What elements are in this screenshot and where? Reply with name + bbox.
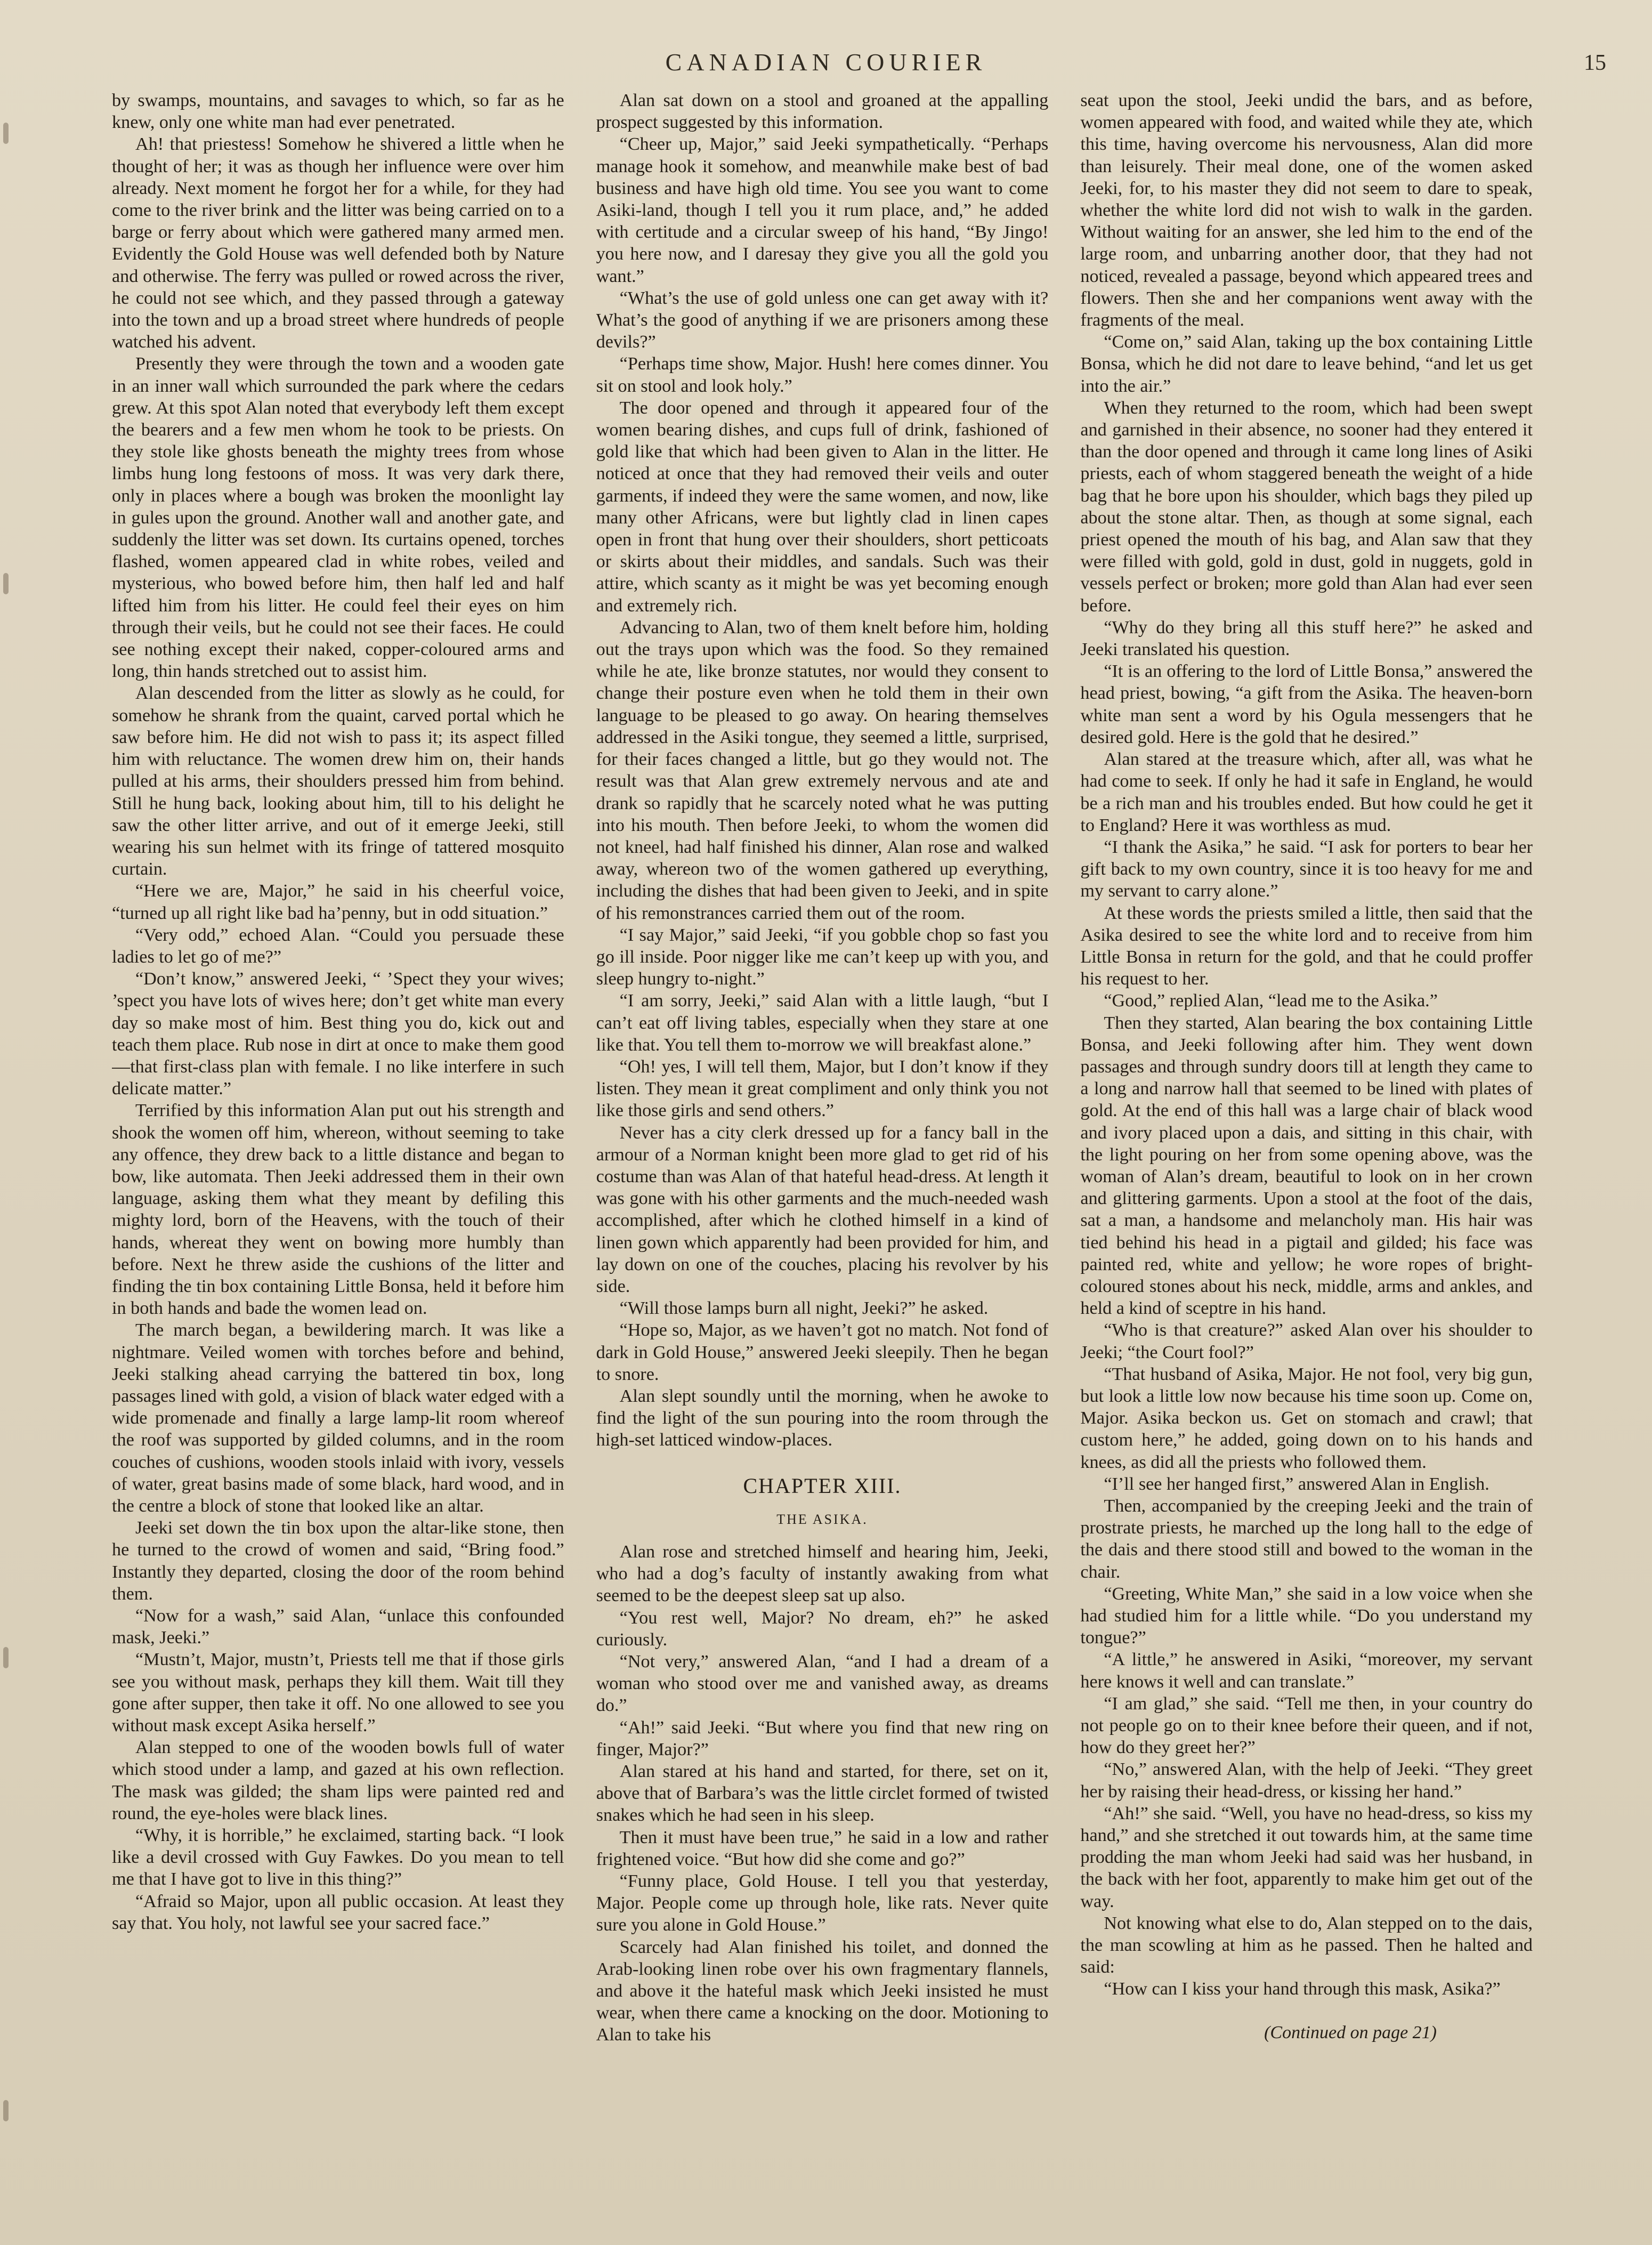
body-paragraph: Alan slept soundly until the morning, when he awoke to find the light of the sun pouring into the room through the high-set latticed window-places.: [596, 1386, 1049, 1450]
body-paragraph: Alan sat down on a stool and groaned at the appalling prospect suggested by this information.: [596, 91, 1049, 133]
page-edge-mark: [3, 573, 9, 594]
body-paragraph: “Don’t know,” answered Jeeki, “ ’Spect they your wives; ’spect you have lots of wives here; don’t get white man every day so make most of him. Best thing you do, kick out and teach them place. Rub nose in dirt at once to make them good—that first-class plan with female. I no like interfere in such delicate matter.”: [112, 969, 564, 1099]
body-paragraph: “Greeting, White Man,” she said in a low voice when she had studied him for a little while. “Do you understand my tongue?”: [1080, 1584, 1533, 1648]
body-paragraph: “You rest well, Major? No dream, eh?” he asked curiously.: [596, 1608, 1049, 1650]
body-paragraph: At these words the priests smiled a little, then said that the Asika desired to see the white lord and to receive from him Little Bonsa in return for the gold, and that he could proffer his request to her.: [1080, 903, 1533, 989]
page-edge-mark: [3, 2100, 9, 2121]
continued-notice: (Continued on page 21): [1264, 2022, 1437, 2042]
body-paragraph: “Ah!” she said. “Well, you have no head-dress, so kiss my hand,” and she stretched it out towards him, at the same time prodding the man whom Jeeki had said was her husband, in the back with her foot, apparently to make him get out of the way.: [1080, 1803, 1533, 1911]
body-paragraph: “Afraid so Major, upon all public occasion. At least they say that. You holy, not lawful see your sacred face.”: [112, 1891, 564, 1933]
body-paragraph: Then they started, Alan bearing the box containing Little Bonsa, and Jeeki following after him. They went down passages and through sundry doors till at length they came to a long and narrow hall that seemed to be lined with plates of gold. At the end of this hall was a large chair of black wood and ivory placed upon a dais, and sitting in this chair, with the light pouring on her from some opening above, was the woman of Alan’s dream, beautiful to look on in her crown and glittering garments. Upon a stool at the foot of the dais, sat a man, a handsome and melancholy man. His hair was tied behind his head in a pigtail and gilded; his face was painted red, white and yellow; he wore ropes of bright-coloured stones about his neck, middle, arms and ankles, and held a kind of sceptre in his hand.: [1080, 1013, 1533, 1319]
body-paragraph: Jeeki set down the tin box upon the altar-like stone, then he turned to the crowd of women and said, “Bring food.” Instantly they departed, closing the door of the room behind them.: [112, 1518, 564, 1604]
page-number: 15: [1584, 51, 1606, 75]
body-paragraph: “I thank the Asika,” he said. “I ask for porters to bear her gift back to my own country, since it is too heavy for me and my servant to carry alone.”: [1080, 837, 1533, 901]
body-paragraph: Advancing to Alan, two of them knelt before him, holding out the trays upon which was the food. So they remained while he ate, like bronze statutes, nor would they consent to change their posture even when he told them in their own language to be pleased to go away. On hearing themselves addressed in the Asiki tongue, they seemed a little, surprised, for their faces changed a little, but go they would not. The result was that Alan grew extremely nervous and ate and drank so rapidly that he scarcely noted what he was putting into his mouth. Then before Jeeki, to whom the women did not kneel, had half finished his dinner, Alan rose and walked away, whereon two of the women gathered up everything, including the dishes that had been given to Jeeki, and in spite of his remonstrances carried them out of the room.: [596, 617, 1049, 923]
body-paragraph: Ah! that priestess! Somehow he shivered a little when he thought of her; it was as though her influence were over him already. Next moment he forgot her for a while, for they had come to the river brink and the litter was being carried on to a barge or ferry about which were gathered many armed men. Evidently the Gold House was well defended both by Nature and otherwise. The ferry was pulled or rowed across the river, he could not see which, and they passed through a gateway into the town and up a broad street where hundreds of people watched his advent.: [112, 134, 564, 352]
body-paragraph: “Good,” replied Alan, “lead me to the Asika.”: [1104, 991, 1438, 1011]
body-paragraph: “Funny place, Gold House. I tell you that yesterday, Major. People come up through hole, like rats. Never quite sure you alone in Gold House.”: [596, 1871, 1049, 1935]
body-paragraph: “Not very,” answered Alan, “and I had a dream of a woman who stood over me and vanished away, as dreams do.”: [596, 1652, 1049, 1716]
body-paragraph: Alan rose and stretched himself and hearing him, Jeeki, who had a dog’s faculty of instantly awaking from what seemed to be the deepest sleep sat up also.: [596, 1542, 1049, 1606]
body-paragraph: seat upon the stool, Jeeki undid the bars, and as before, women appeared with food, and waited while they ate, which this time, having overcome his nervousness, Alan did more than leisurely. Their meal done, one of the women asked Jeeki, for, to his master they did not seem to dare to speak, whether the white lord did not wish to walk in the garden. Without waiting for an answer, she led him to the end of the large room, and unbarring another door, that they had not noticed, revealed a passage, beyond which appeared trees and flowers. Then she and her companions went away with the fragments of the meal.: [1080, 91, 1533, 330]
body-paragraph: “Who is that creature?” asked Alan over his shoulder to Jeeki; “the Court fool?”: [1080, 1320, 1533, 1362]
body-paragraph: “I am sorry, Jeeki,” said Alan with a little laugh, “but I can’t eat off living tables, especially when they stare at one like that. You tell them to-morrow we will breakfast alone.”: [596, 991, 1049, 1055]
body-paragraph: “Mustn’t, Major, mustn’t, Priests tell me that if those girls see you without mask, perhaps they kill them. Wait till they gone after supper, then take it off. No one allowed to see you without mask except Asika herself.”: [112, 1650, 564, 1736]
body-paragraph: Alan stepped to one of the wooden bowls full of water which stood under a lamp, and gazed at his own reflection. The mask was gilded; the sham lips were painted red and round, the eye-holes were black lines.: [112, 1738, 564, 1823]
body-paragraph: “Hope so, Major, as we haven’t got no match. Not fond of dark in Gold House,” answered Jeeki sleepily. Then he began to snore.: [596, 1320, 1049, 1384]
body-paragraph: “I say Major,” said Jeeki, “if you gobble chop so fast you go ill inside. Poor nigger like me can’t keep up with you, and sleep hungry to-night.”: [596, 925, 1049, 989]
body-paragraph: “Why do they bring all this stuff here?” he asked and Jeeki translated his question.: [1080, 617, 1533, 660]
body-paragraph: Then, accompanied by the creeping Jeeki and the train of prostrate priests, he marched up the long hall to the edge of the dais and there stood still and bowed to the woman in the chair.: [1080, 1496, 1533, 1582]
text-column-left: [112, 90, 564, 2216]
page-edge-mark: [3, 123, 9, 144]
body-paragraph: Terrified by this information Alan put out his strength and shook the women off him, whereon, without seeming to take any offence, they drew back to a little distance and began to bow, like automata. Then Jeeki addressed them in their own language, asking them what they meant by defiling this mighty lord, born of the Heavens, with the touch of their hands, whereat they went on bowing more humbly than before. Next he threw aside the cushions of the litter and finding the tin box containing Little Bonsa, held it before him in both hands and bade the women lead on.: [112, 1101, 564, 1319]
body-paragraph: “Very odd,” echoed Alan. “Could you persuade these ladies to let go of me?”: [112, 925, 564, 967]
body-paragraph: “Perhaps time show, Major. Hush! here comes dinner. You sit on stool and look holy.”: [596, 354, 1049, 396]
body-paragraph: “It is an offering to the lord of Little Bonsa,” answered the head priest, bowing, “a gift from the Asika. The heaven-born white man sent a word by his Ogula messengers that he desired gold. Here is the gold that he desired.”: [1080, 661, 1533, 747]
body-paragraph: “Will those lamps burn all night, Jeeki?” he asked.: [619, 1298, 989, 1319]
chapter-subtitle: THE ASIKA.: [776, 1511, 868, 1527]
body-paragraph: “Why, it is horrible,” he exclaimed, starting back. “I look like a devil crossed with Guy Fawkes. Do you mean to tell me that I have got to live in this thing?”: [112, 1826, 564, 1889]
body-paragraph: Then it must have been true,” he said in a low and rather frightened voice. “But how did she come and go?”: [596, 1827, 1049, 1869]
body-paragraph: “A little,” he answered in Asiki, “moreover, my servant here knows it well and can translate.”: [1080, 1650, 1533, 1692]
body-paragraph: Alan stared at the treasure which, after all, was what he had come to seek. If only he had it safe in England, he would be a rich man and his troubles ended. But how could he get it to England? Here it was worthless as mud.: [1080, 749, 1533, 835]
body-paragraph: Presently they were through the town and a wooden gate in an inner wall which surrounded the park where the cedars grew. At this spot Alan noted that everybody left them except the bearers and a few men whom he took to be priests. On they stole like ghosts beneath the mighty trees from whose limbs hung long festoons of moss. It was very dark there, only in places where a bough was broken the moonlight lay in gules upon the ground. Another wall and another gate, and suddenly the litter was set down. Its curtains opened, torches flashed, women appeared clad in white robes, veiled and mysterious, who bowed before him, then half led and half lifted him from his litter. He could feel their eyes on him through their veils, but he could not see their faces. He could see nothing except their naked, copper-coloured arms and long, thin hands stretched out to assist him.: [112, 354, 564, 682]
body-paragraph: When they returned to the room, which had been swept and garnished in their absence, no sooner had they entered it than the door opened and through it came long lines of Asiki priests, each of whom staggered beneath the weight of a hide bag that he bore upon his shoulder, which bags they piled up about the stone altar. Then, as though at some signal, each priest opened the mouth of his bag, and Alan saw that they were filled with gold, gold in dust, gold in nuggets, gold in vessels perfect or broken; more gold than Alan had ever seen before.: [1080, 398, 1533, 616]
body-paragraph: Never has a city clerk dressed up for a fancy ball in the armour of a Norman knight been more glad to get rid of his costume than was Alan of that hateful head-dress. At length it was gone with his other garments and the much-needed wash accomplished, after which he clothed himself in a kind of linen gown which apparently had been provided for him, and lay down on one of the couches, placing his revolver by his side.: [596, 1122, 1049, 1296]
body-paragraph: The march began, a bewildering march. It was like a nightmare. Veiled women with torches before and behind, Jeeki stalking ahead carrying the battered tin box, long passages lined with gold, a vision of black water edged with a wide promenade and finally a large lamp-lit room whereof the roof was supported by gilded columns, and in the room couches of cushions, wooden stools inlaid with ivory, vessels of water, great basins made of some black, hard wood, and in the centre a block of stone that looked like an altar.: [112, 1320, 564, 1516]
body-paragraph: “No,” answered Alan, with the help of Jeeki. “They greet her by raising their head-dress, or kissing her hand.”: [1080, 1759, 1533, 1802]
text-columns: [112, 90, 1533, 2216]
body-paragraph: “That husband of Asika, Major. He not fool, very big gun, but look a little low now because his time soon up. Come on, Major. Asika beckon us. Get on stomach and crawl; that custom here,” he added, going down on to his hands and knees, as did all the priests who followed them.: [1080, 1364, 1533, 1472]
page-header: [0, 48, 1652, 80]
body-paragraph: “Cheer up, Major,” said Jeeki sympathetically. “Perhaps manage hook it somehow, and meanwhile make best of bad business and have high old time. You see you want to come Asiki-land, though I tell you it rum place, and,” he added with certitude and a circular sweep of his hand, “By Jingo! you here now, and I daresay they give you all the gold you want.”: [596, 134, 1049, 286]
body-paragraph: Alan descended from the litter as slowly as he could, for somehow he shrank from the quaint, carved portal which he saw before him. He did not wish to pass it; its aspect filled him with reluctance. The women drew him on, their hands pulled at his arms, their shoulders pressed him from behind. Still he hung back, looking about him, till to his delight he saw the other litter arrive, and out of it emerge Jeeki, still wearing his sun helmet with its fringe of tattered mosquito curtain.: [112, 683, 564, 879]
text-column-right: [1080, 90, 1533, 2216]
chapter-heading: CHAPTER XIII.: [743, 1473, 902, 1498]
body-paragraph: “Here we are, Major,” he said in his cheerful voice, “turned up all right like bad ha’penny, but in odd situation.”: [112, 881, 564, 923]
body-paragraph: “Oh! yes, I will tell them, Major, but I don’t know if they listen. They mean it great compliment and only think you not like those girls and send others.”: [596, 1056, 1049, 1121]
body-paragraph: Not knowing what else to do, Alan stepped on to the dais, the man scowling at him as he passed. Then he halted and said:: [1080, 1913, 1533, 1977]
body-paragraph: Alan stared at his hand and started, for there, set on it, above that of Barbara’s was the little circlet formed of twisted snakes which he had seen in his sleep.: [596, 1762, 1049, 1826]
page-edge-mark: [3, 1647, 9, 1668]
body-paragraph: “I’ll see her hanged first,” answered Alan in English.: [1104, 1474, 1489, 1494]
body-paragraph: Scarcely had Alan finished his toilet, and donned the Arab-looking linen robe over his own fragmentary flannels, and above it the hateful mask which Jeeki insisted he must wear, when there came a knocking on the door. Motioning to Alan to take his: [596, 1937, 1049, 2045]
masthead-title: CANADIAN COURIER: [665, 49, 987, 76]
text-column-middle: [596, 90, 1049, 2216]
body-paragraph: “Now for a wash,” said Alan, “unlace this confounded mask, Jeeki.”: [112, 1606, 564, 1648]
body-paragraph: “Come on,” said Alan, taking up the box containing Little Bonsa, which he did not dare to leave behind, “and let us get into the air.”: [1080, 332, 1533, 396]
body-paragraph: The door opened and through it appeared four of the women bearing dishes, and cups full of drink, fashioned of gold like that which had been given to Alan in the litter. He noticed at once that they had removed their veils and outer garments, if indeed they were the same women, and now, like many other Africans, were but lightly clad in linen capes open in front that hung over their shoulders, short petticoats or skirts about their middles, and sandals. Such was their attire, which scanty as it might be was yet becoming enough and extremely rich.: [596, 398, 1049, 616]
body-paragraph: “How can I kiss your hand through this mask, Asika?”: [1104, 1979, 1501, 1999]
body-paragraph: “I am glad,” she said. “Tell me then, in your country do not people go on to their knee before their queen, and if not, how do they greet her?”: [1080, 1693, 1533, 1758]
body-paragraph: “What’s the use of gold unless one can get away with it? What’s the good of anything if we are prisoners among these devils?”: [596, 288, 1049, 352]
body-paragraph: by swamps, mountains, and savages to which, so far as he knew, only one white man had ever penetrated.: [112, 91, 564, 133]
body-paragraph: “Ah!” said Jeeki. “But where you find that new ring on finger, Major?”: [596, 1717, 1049, 1759]
